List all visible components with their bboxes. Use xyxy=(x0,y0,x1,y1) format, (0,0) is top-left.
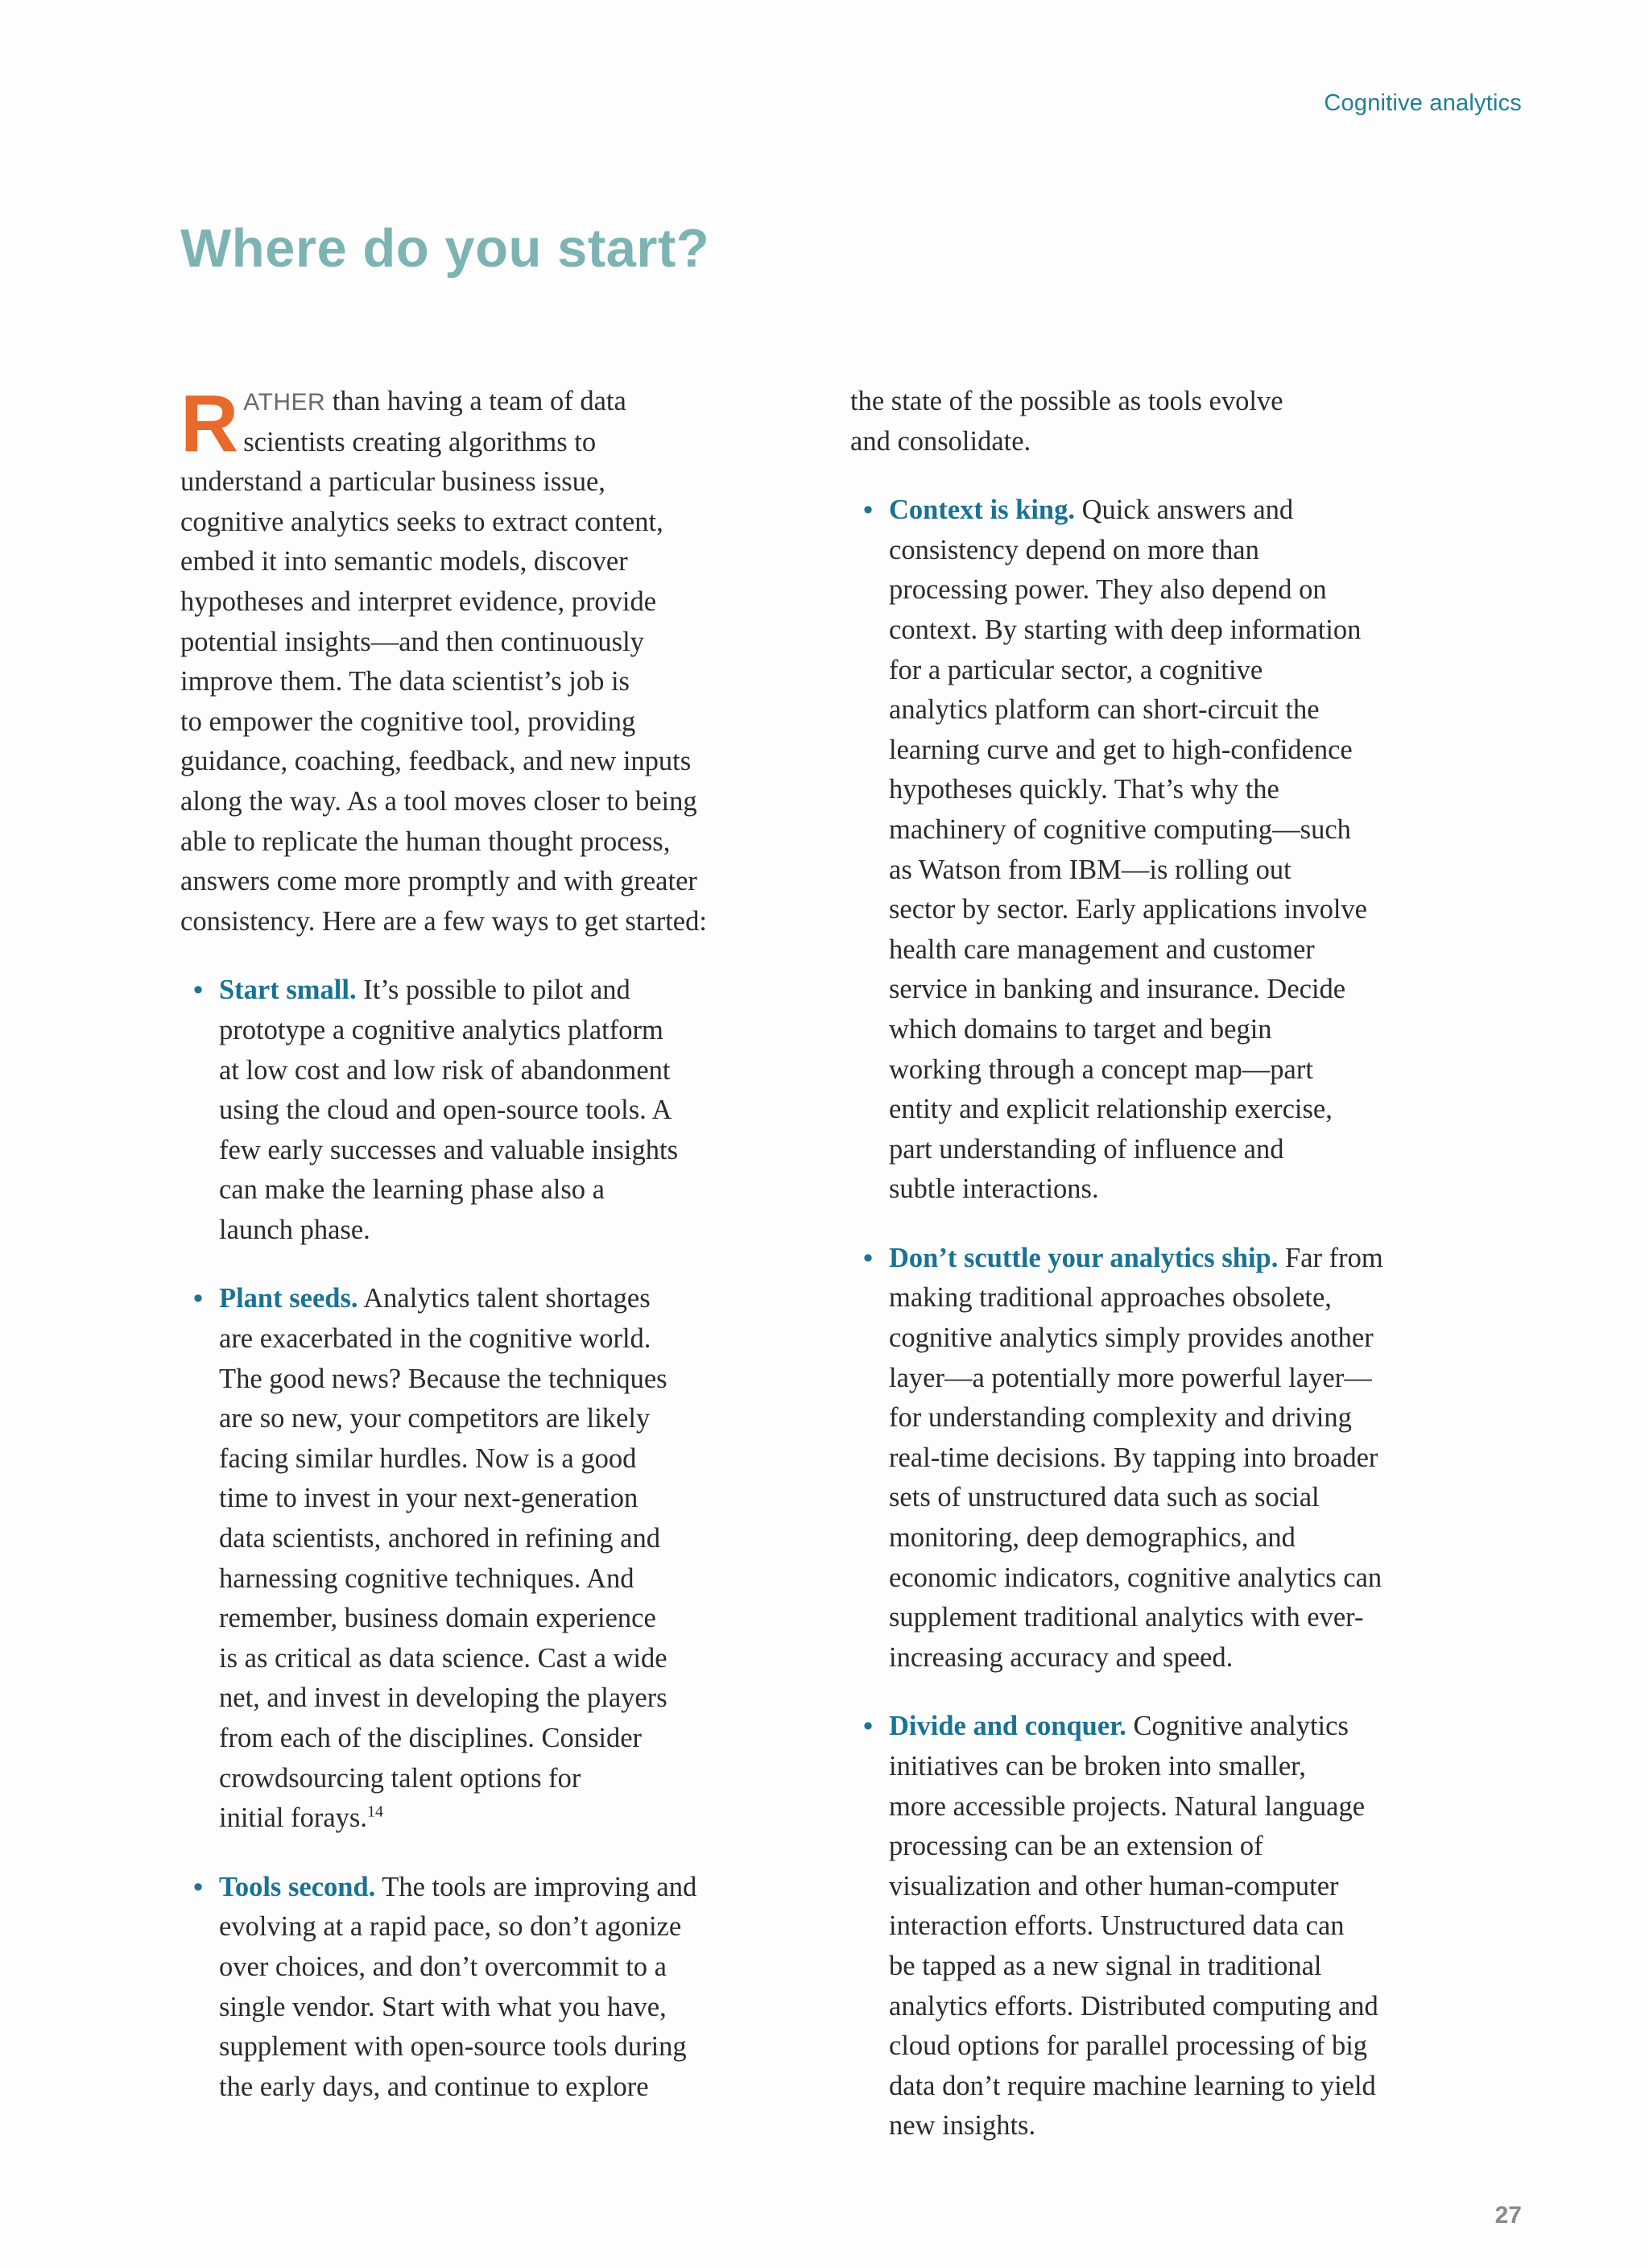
bullet-dot: • xyxy=(193,1283,204,1314)
bullet-lead: Start small. xyxy=(219,975,357,1006)
bullet-line: visualization and other human-computer xyxy=(889,1870,1339,1902)
bullet-line: from each of the disciplines. Consider xyxy=(219,1723,643,1753)
intro-line: than having a team of data xyxy=(325,386,626,416)
bullet-line: which domains to target and begin xyxy=(889,1013,1272,1045)
bullet-line: processing can be an extension of xyxy=(889,1831,1263,1862)
bullet-line: as Watson from IBM—is rolling out xyxy=(889,854,1292,885)
bullet-dont-scuttle xyxy=(850,1239,1414,1678)
bullet-line: are so new, your competitors are likely xyxy=(219,1403,651,1434)
bullet-line: increasing accuracy and speed. xyxy=(889,1641,1234,1673)
intro-line: potential insights—and then continuously xyxy=(180,626,644,657)
bullet-line: cognitive analytics simply provides another xyxy=(889,1322,1374,1354)
bullet-line: sets of unstructured data such as social xyxy=(889,1482,1320,1513)
bullet-line: context. By starting with deep information xyxy=(889,614,1362,645)
bullet-line: analytics platform can short-circuit the xyxy=(889,694,1320,726)
bullet-line: making traditional approaches obsolete, xyxy=(889,1282,1332,1314)
intro-line: hypotheses and interpret evidence, provide xyxy=(180,586,657,617)
bullet-line: crowdsourcing talent options for xyxy=(219,1762,581,1794)
bullet-line: learning curve and get to high-confidence xyxy=(889,734,1353,765)
bullet-line: analytics efforts. Distributed computing and xyxy=(889,1990,1378,2022)
bullet-line: The tools are improving and xyxy=(375,1871,697,1902)
bullet-line: the early days, and continue to explore xyxy=(219,2071,649,2102)
bullet-line: for understanding complexity and driving xyxy=(889,1402,1352,1434)
bullet-line: Quick answers and xyxy=(1075,495,1294,526)
intro-line: answers come more promptly and with greater xyxy=(180,866,697,897)
intro-line: guidance, coaching, feedback, and new inputs xyxy=(180,746,692,777)
intro-line: to empower the cognitive tool, providing xyxy=(180,706,636,737)
intro-line: cognitive analytics seeks to extract content, xyxy=(180,506,663,537)
bullet-line: data scientists, anchored in refining and xyxy=(219,1523,660,1554)
bullet-line: It’s possible to pilot and xyxy=(356,975,630,1006)
bullet-lead: Divide and conquer. xyxy=(889,1711,1126,1742)
bullet-line: health care management and customer xyxy=(889,933,1315,965)
bullet-line: entity and explicit relationship exercise, xyxy=(889,1094,1333,1125)
bullet-context-is-king xyxy=(850,490,1414,1210)
bullet-line: part understanding of influence and xyxy=(889,1133,1284,1165)
bullet-line: subtle interactions. xyxy=(889,1173,1099,1205)
bullet-lead: Context is king. xyxy=(889,495,1075,526)
bullet-line: cloud options for parallel processing of big xyxy=(889,2030,1368,2062)
bullet-line: initial forays. xyxy=(219,1802,367,1834)
bullet-line: are exacerbated in the cognitive world. xyxy=(219,1323,651,1355)
bullet-line: and consolidate. xyxy=(850,425,1031,457)
bullet-dot: • xyxy=(863,1711,874,1742)
bullet-line: time to invest in your next-generation xyxy=(219,1483,639,1514)
bullet-line: hypotheses quickly. That’s why the xyxy=(889,774,1279,805)
bullet-dot: • xyxy=(193,1871,204,1902)
bullet-line: data don’t require machine learning to yield xyxy=(889,2070,1376,2101)
bullet-line: evolving at a rapid pace, so don’t agonize xyxy=(219,1911,682,1943)
bullet-line: is as critical as data science. Cast a wide xyxy=(219,1642,667,1674)
bullet-line: few early successes and valuable insights xyxy=(219,1134,679,1165)
bullet-plant-seeds xyxy=(180,1279,760,1838)
bullet-line: supplement with open-source tools during xyxy=(219,2031,687,2063)
bullet-line: supplement traditional analytics with ever- xyxy=(889,1602,1364,1633)
intro-small-caps: ATHER xyxy=(243,389,326,416)
bullet-list-left xyxy=(180,971,760,2107)
bullet-line: prototype a cognitive analytics platform xyxy=(219,1014,663,1045)
bullet-lead: Tools second. xyxy=(219,1871,376,1902)
bullet-line: interaction efforts. Unstructured data can xyxy=(889,1910,1345,1942)
footnote-ref: 14 xyxy=(366,1802,383,1821)
bullet-line: facing similar hurdles. Now is a good xyxy=(219,1442,637,1474)
bullet-line: working through a concept map—part xyxy=(889,1053,1313,1085)
intro-line: improve them. The data scientist’s job is xyxy=(180,666,630,697)
intro-line: embed it into semantic models, discover xyxy=(180,546,628,577)
bullet-line: over choices, and don’t overcommit to a xyxy=(219,1951,667,1982)
bullet-tools-second-continued xyxy=(850,382,1414,461)
bullet-dot: • xyxy=(863,1242,874,1273)
bullet-line: at low cost and low risk of abandonment xyxy=(219,1054,671,1086)
bullet-line: consistency depend on more than xyxy=(889,534,1259,565)
bullet-dot: • xyxy=(863,495,874,526)
bullet-dot: • xyxy=(193,975,204,1006)
bullet-line: the state of the possible as tools evolve xyxy=(850,386,1283,416)
bullet-line: Far from xyxy=(1278,1242,1383,1273)
bullet-line: be tapped as a new signal in traditional xyxy=(889,1950,1322,1981)
bullet-line: initiatives can be broken into smaller, xyxy=(889,1751,1306,1782)
intro-paragraph xyxy=(180,379,760,942)
bullet-line: Analytics talent shortages xyxy=(357,1283,651,1314)
bullet-line: layer—a potentially more powerful layer— xyxy=(889,1362,1372,1393)
right-column xyxy=(850,382,1414,2175)
bullet-line: remember, business domain experience xyxy=(219,1603,656,1634)
intro-line: along the way. As a tool moves closer to being xyxy=(180,785,697,817)
bullet-line: processing power. They also depend on xyxy=(889,574,1327,606)
bullet-line: net, and invest in developing the players xyxy=(219,1682,667,1714)
intro-line: scientists creating algorithms to xyxy=(243,426,597,457)
bullet-line: launch phase. xyxy=(219,1214,370,1245)
running-header: Cognitive analytics xyxy=(1324,90,1522,116)
page-title: Where do you start? xyxy=(180,218,710,279)
bullet-start-small xyxy=(180,971,760,1250)
bullet-line: single vendor. Start with what you have, xyxy=(219,1991,667,2022)
page-number: 27 xyxy=(1494,2202,1522,2229)
bullet-line: for a particular sector, a cognitive xyxy=(889,654,1263,685)
bullet-line: harnessing cognitive techniques. And xyxy=(219,1562,634,1594)
left-column xyxy=(180,379,760,2136)
bullet-lead: Don’t scuttle your analytics ship. xyxy=(889,1242,1279,1273)
bullet-line: monitoring, deep demographics, and xyxy=(889,1522,1296,1554)
bullet-line: can make the learning phase also a xyxy=(219,1174,605,1206)
bullet-tools-second xyxy=(180,1868,760,2108)
bullet-line: sector by sector. Early applications involve xyxy=(889,894,1367,925)
intro-line: understand a particular business issue, xyxy=(180,466,605,498)
bullet-line: new insights. xyxy=(889,2110,1036,2142)
bullet-line: service in banking and insurance. Decide xyxy=(889,974,1346,1005)
drop-cap: R xyxy=(180,379,239,469)
bullet-line: using the cloud and open-source tools. A xyxy=(219,1095,672,1126)
bullet-divide-and-conquer xyxy=(850,1707,1414,2146)
bullet-list-right xyxy=(850,382,1414,2146)
bullet-lead: Plant seeds. xyxy=(219,1283,358,1314)
intro-line: consistency. Here are a few ways to get started: xyxy=(180,905,707,937)
bullet-line: economic indicators, cognitive analytics can xyxy=(889,1562,1382,1593)
bullet-line: The good news? Because the techniques xyxy=(219,1363,667,1394)
bullet-line: machinery of cognitive computing—such xyxy=(889,813,1351,845)
bullet-line: real-time decisions. By tapping into broader xyxy=(889,1442,1378,1473)
bullet-line: more accessible projects. Natural language xyxy=(889,1790,1366,1822)
intro-line: able to replicate the human thought process, xyxy=(180,826,671,857)
bullet-line: Cognitive analytics xyxy=(1126,1711,1349,1742)
